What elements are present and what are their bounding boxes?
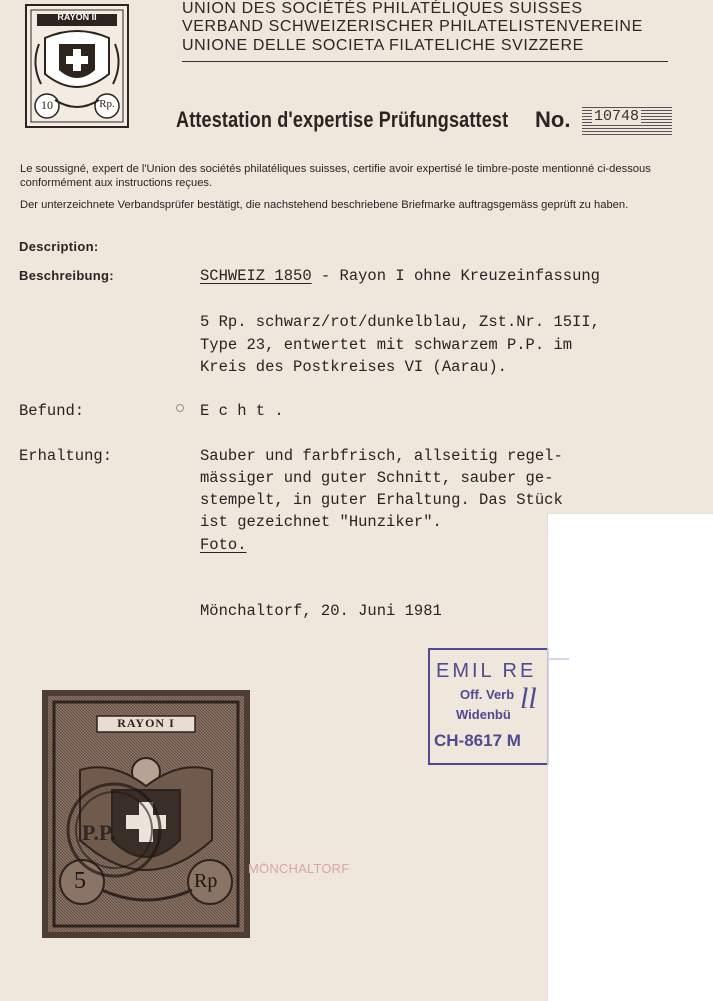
logo-top-text: RAYON II <box>57 12 97 22</box>
number-label: No. <box>535 107 571 132</box>
befund-label: Befund: <box>19 402 85 420</box>
befund-value: E c h t . <box>200 402 284 420</box>
certificate-title: Attestation d'expertise Prüfungsattest <box>176 107 509 132</box>
beschreibung-title-rest: - Rayon I ohne Kreuzeinfassung <box>311 267 600 285</box>
intro-french: Le soussigné, expert de l'Union des sociétés philatéliques suisses, certifie avoir expertisé le timbre-poste mentionné ci-dessous conformément aux instructions reçues. <box>20 163 651 189</box>
erhaltung-line: stempelt, in guter Erhaltung. Das Stück <box>200 491 563 509</box>
beschreibung-line: 5 Rp. schwarz/rot/dunkelblau, Zst.Nr. 15II, <box>200 313 600 331</box>
beschreibung-line: Type 23, entwertet mit schwarzem P.P. im <box>200 336 573 354</box>
red-cancel-mark: MÖNCHALTORF <box>248 861 350 876</box>
stamp-line2: Off. Verb <box>460 687 515 702</box>
beschreibung-label: Beschreibung: <box>19 268 114 283</box>
overlay-paper <box>547 513 713 1001</box>
org-line-fr: UNION DES SOCIÉTÉS PHILATÉLIQUES SUISSES <box>182 0 583 17</box>
org-line-it: UNIONE DELLE SOCIETA FILATELICHE SVIZZERE <box>182 37 584 54</box>
description-label: Description: <box>19 239 99 254</box>
org-line-de: VERBAND SCHWEIZERISCHER PHILATELISTENVEREINE <box>182 18 643 35</box>
certificate-number: 10748 <box>594 108 640 125</box>
stamp-line3: Widenbü <box>456 707 511 722</box>
beschreibung-title <box>200 267 600 285</box>
foto-label: Foto. <box>200 536 247 554</box>
stamp-line4: CH-8617 M <box>434 731 521 750</box>
erhaltung-line: Sauber und farbfrisch, allseitig regel- <box>200 447 563 465</box>
bullet-dot <box>176 404 184 412</box>
logo-left-text: 10 <box>41 98 53 112</box>
erhaltung-line: ist gezeichnet "Hunziker". <box>200 513 442 531</box>
beschreibung-line: Kreis des Postkreises VI (Aarau). <box>200 358 507 376</box>
logo-right-text: Rp. <box>99 98 115 110</box>
erhaltung-label: Erhaltung: <box>19 447 113 465</box>
beschreibung-title-underlined: SCHWEIZ 1850 <box>200 267 312 285</box>
stamp-photo-cancel: P.P. <box>82 820 116 845</box>
stamp-photo-top-text: RAYON I <box>117 716 175 730</box>
stamp-name: EMIL RE <box>436 660 537 682</box>
stamp-photo <box>42 690 250 938</box>
stamp-photo-value-right: Rp <box>194 870 218 892</box>
union-logo <box>25 4 129 128</box>
erhaltung-line: mässiger und guter Schnitt, sauber ge- <box>200 469 554 487</box>
place-date: Mönchaltorf, 20. Juni 1981 <box>200 602 442 620</box>
stamp-photo-value-left: 5 <box>74 868 86 894</box>
header-rule <box>182 61 668 62</box>
signature: ll <box>520 682 537 715</box>
stamp-faint-overflow <box>547 648 569 765</box>
intro-german: Der unterzeichnete Verbandsprüfer bestätigt, die nachstehend beschriebene Briefmarke auftragsgemäss geprüft zu haben. <box>20 199 629 211</box>
expert-stamp <box>428 648 547 767</box>
